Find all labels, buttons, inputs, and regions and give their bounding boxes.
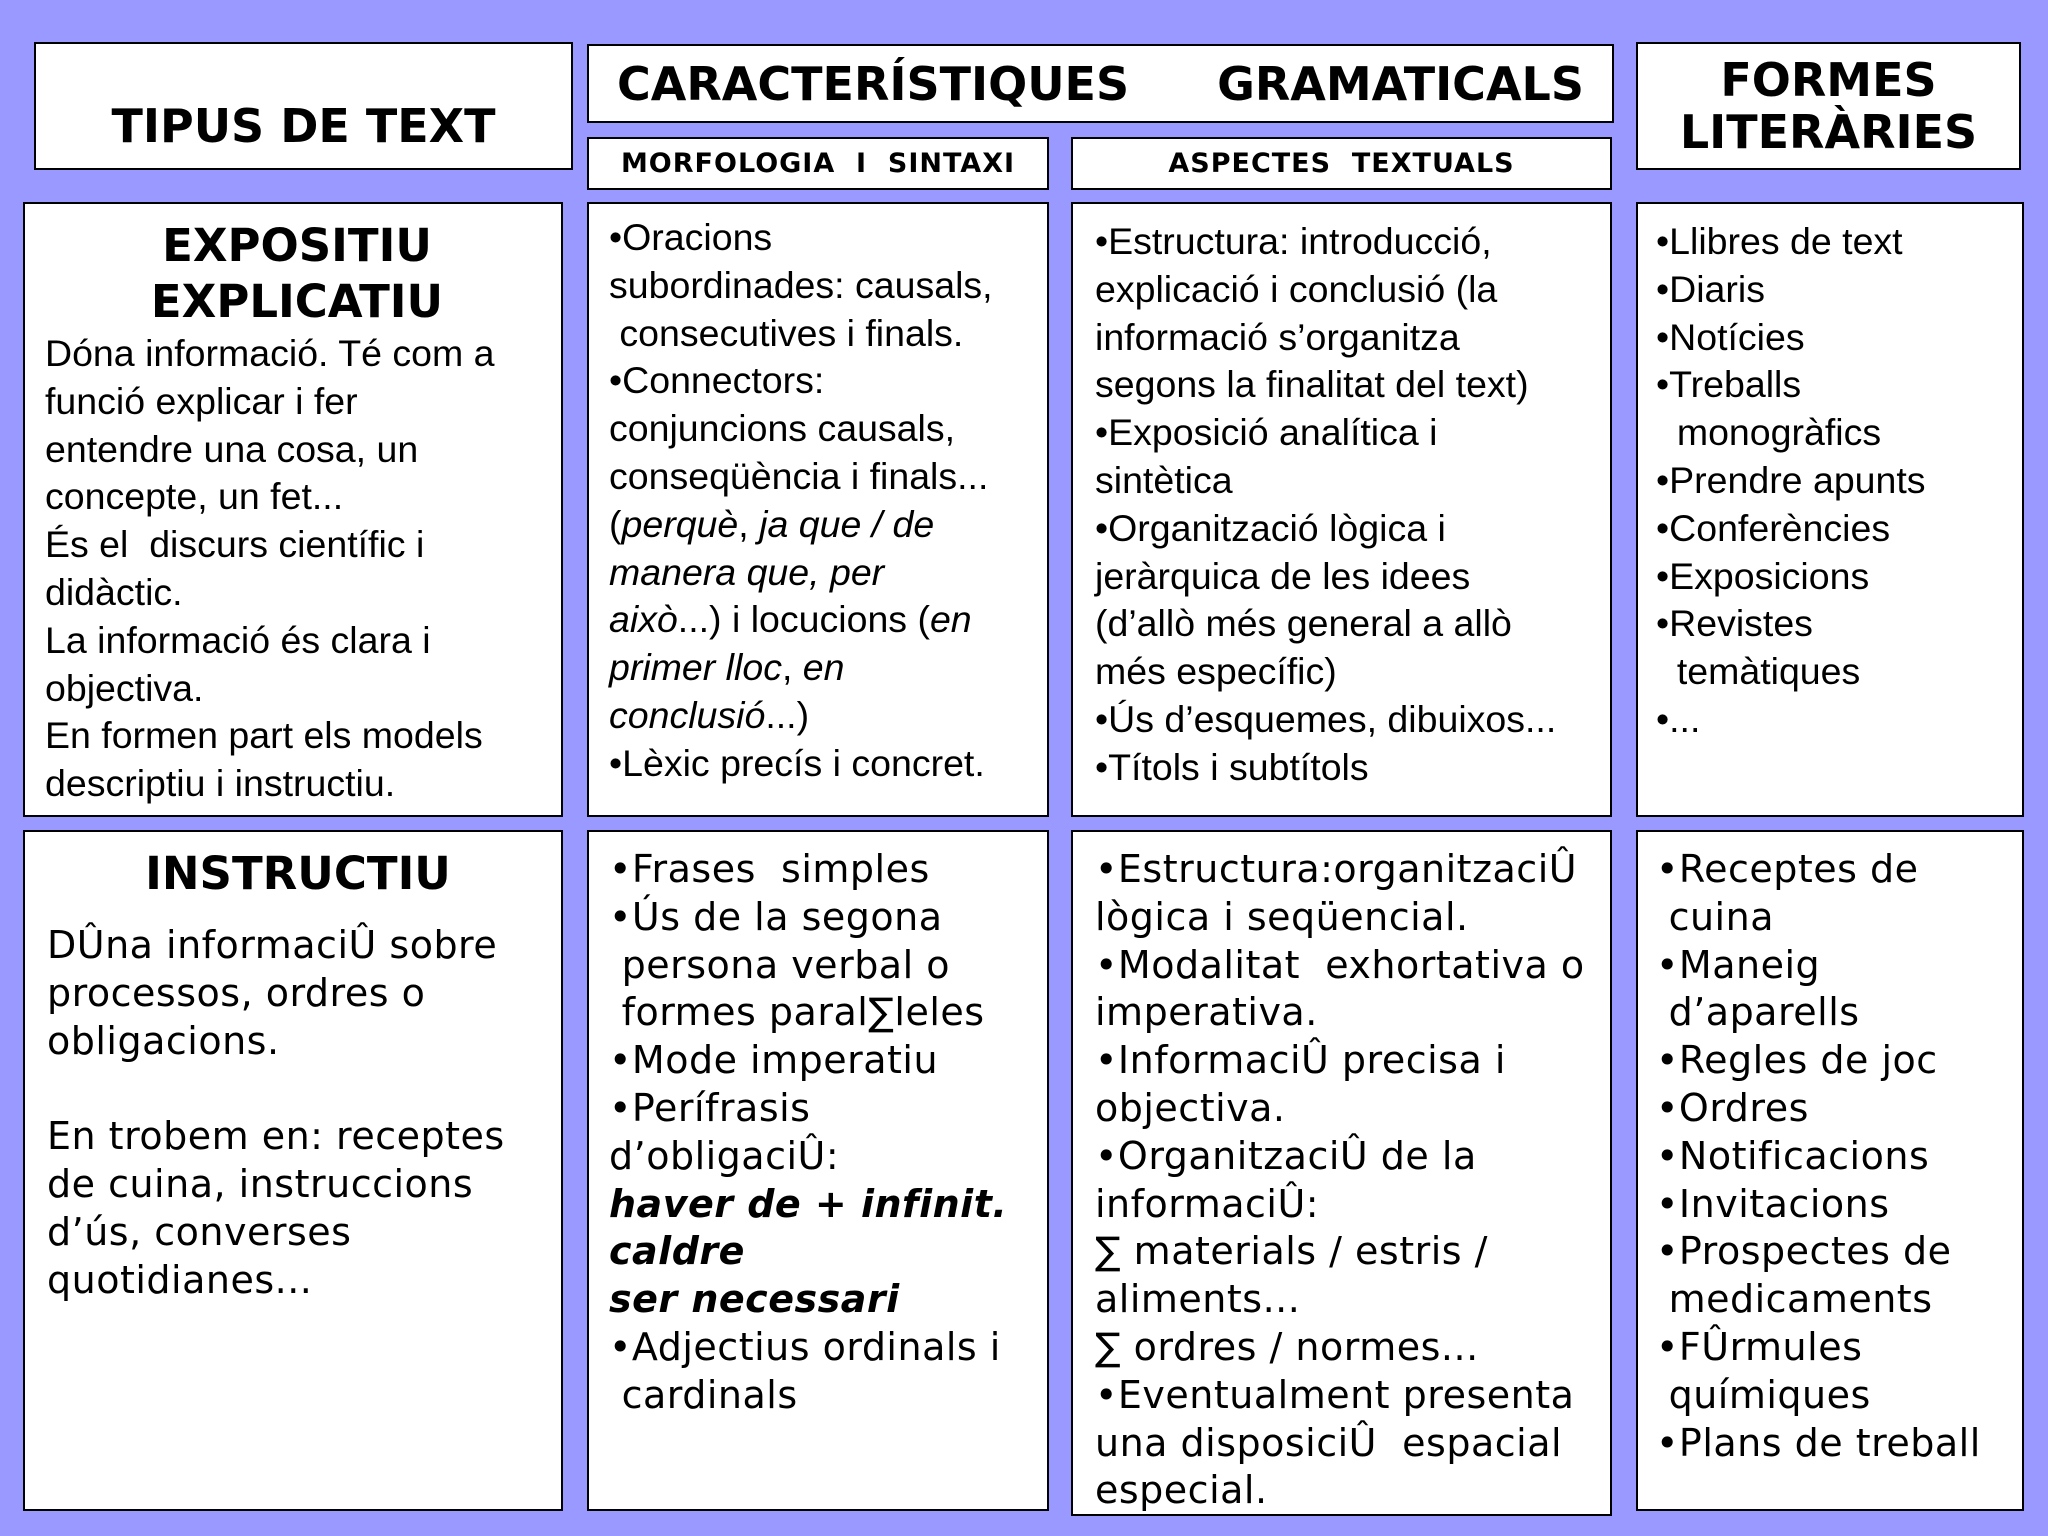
forma-line: •Prendre apunts: [1656, 458, 1926, 501]
aspect-line: ∑ materials / estris /: [1095, 1229, 1488, 1274]
morf-example: ser necessari: [609, 1277, 900, 1322]
morf-line: subordinades: causals,: [609, 263, 993, 306]
morf-example: caldre: [609, 1229, 745, 1274]
forma-line: químiques: [1656, 1372, 1871, 1417]
cell-instructiu-formes: [1636, 830, 2024, 1511]
morf-text: ,: [738, 502, 760, 545]
forma-line: monogràfics: [1656, 411, 1882, 454]
subheader-aspectes-textuals: [1071, 137, 1612, 190]
header-gramaticals-label: GRAMATICALS: [1217, 56, 1584, 111]
header-tipus-label: TIPUS DE TEXT: [111, 99, 496, 153]
aspect-line: •Ús d’esquemes, dibuixos...: [1095, 697, 1557, 740]
morf-line: •Adjectius ordinals i: [609, 1324, 1001, 1369]
desc-line: És el discurs científic i: [45, 523, 425, 566]
aspect-line: •InformaciÛ precisa i: [1095, 1038, 1506, 1083]
subheader-morfologia-label: MORFOLOGIA I SINTAXI: [620, 148, 1016, 179]
header-tipus-de-text: [34, 42, 573, 170]
forma-line: •FÛrmules: [1656, 1324, 1863, 1369]
aspect-line: (d’allò més general a allò: [1095, 602, 1512, 645]
cell-instructiu-aspectes: [1071, 830, 1612, 1516]
desc-line: concepte, un fet...: [45, 475, 344, 518]
forma-line: medicaments: [1656, 1277, 1933, 1322]
desc-line: processos, ordres o: [47, 970, 426, 1015]
forma-line: cuina: [1656, 894, 1774, 939]
aspect-line: una disposiciÛ espacial: [1095, 1420, 1563, 1465]
explicatiu-title-line: EXPLICATIU: [150, 275, 444, 328]
morf-line: formes paral∑leles: [609, 990, 985, 1035]
instructiu-title: INSTRUCTIU: [145, 847, 451, 900]
header-caracteristiques-gramaticals: [587, 44, 1614, 123]
header-caracteristiques-label: CARACTERÍSTIQUES: [617, 56, 1130, 111]
desc-line: objectiva.: [45, 666, 204, 709]
desc-line: obligacions.: [47, 1018, 280, 1063]
aspect-line: •Estructura:organitzaciÛ: [1095, 847, 1578, 891]
forma-line: •Conferències: [1656, 506, 1891, 549]
morf-line: •Ús de la segona: [609, 894, 943, 939]
aspect-line: •Estructura: introducció,: [1095, 220, 1492, 262]
morf-text: (: [609, 502, 622, 545]
morf-line: •Mode imperatiu: [609, 1038, 939, 1083]
morf-line: [609, 692, 1035, 740]
morf-example: això: [609, 598, 678, 641]
cell-instructiu-morfologia: [587, 830, 1049, 1511]
morf-text: ...) i locucions (: [677, 598, 930, 641]
forma-line: •Receptes de: [1656, 847, 1919, 891]
aspect-line: •OrganitzaciÛ de la: [1095, 1133, 1477, 1178]
expositiu-description: [45, 330, 549, 808]
forma-line: •...: [1656, 697, 1701, 740]
desc-line: La informació és clara i: [45, 618, 431, 661]
morf-example: en: [802, 646, 845, 689]
aspect-line: sintètica: [1095, 458, 1233, 501]
aspect-line: objectiva.: [1095, 1085, 1286, 1130]
forma-line: •Prospectes de: [1656, 1229, 1952, 1274]
aspect-line: més específic): [1095, 650, 1337, 693]
aspect-line: •Exposició analítica i: [1095, 411, 1438, 454]
subheader-aspectes-label: ASPECTES TEXTUALS: [1168, 148, 1515, 179]
spacer: [47, 1065, 549, 1113]
morf-line: •Connectors:: [609, 359, 825, 402]
aspect-line: especial.: [1095, 1468, 1268, 1513]
aspect-line: •Títols i subtítols: [1095, 745, 1369, 788]
forma-line: •Revistes: [1656, 602, 1813, 645]
morf-line: •Frases simples: [609, 847, 930, 891]
morf-example: haver de + infinit.: [609, 1181, 1008, 1226]
instructiu-description: [47, 922, 549, 1305]
header-literaries-label: LITERÀRIES: [1679, 105, 1978, 159]
morf-line: cardinals: [609, 1372, 798, 1417]
aspect-line: imperativa.: [1095, 990, 1318, 1035]
morf-line: •Lèxic precís i concret.: [609, 741, 985, 784]
desc-line: de cuina, instruccions: [47, 1162, 474, 1207]
aspect-line: ∑ ordres / normes...: [1095, 1324, 1479, 1369]
forma-line: •Notificacions: [1656, 1133, 1930, 1178]
cell-instructiu-type: [23, 830, 563, 1511]
desc-line: descriptiu i instructiu.: [45, 762, 396, 805]
morf-example: manera que, per: [609, 550, 885, 593]
aspect-line: •Modalitat exhortativa o: [1095, 942, 1585, 987]
morf-example: ja que / de: [759, 502, 935, 545]
desc-line: entendre una cosa, un: [45, 427, 419, 470]
desc-line: Dóna informació. Té com a: [45, 332, 495, 374]
morf-line: [609, 501, 1035, 549]
morf-text: ...): [765, 693, 810, 736]
aspect-line: jeràrquica de les idees: [1095, 554, 1471, 597]
desc-line: funció explicar i fer: [45, 379, 358, 422]
forma-line: •Llibres de text: [1656, 220, 1903, 262]
aspect-line: lògica i seqüencial.: [1095, 894, 1469, 939]
morf-line: consecutives i finals.: [609, 311, 964, 354]
expositiu-title: [45, 218, 549, 330]
header-formes-literaries: [1636, 42, 2021, 170]
aspect-line: aliments...: [1095, 1277, 1301, 1322]
morf-line: persona verbal o: [609, 942, 950, 987]
aspect-line: segons la finalitat del text): [1095, 363, 1529, 406]
morf-line: conjuncions causals,: [609, 407, 956, 450]
morf-line: [609, 644, 1035, 692]
forma-line: •Plans de treball: [1656, 1420, 1981, 1465]
aspect-line: •Organització lògica i: [1095, 506, 1446, 549]
header-formes-label: FORMES: [1720, 53, 1937, 107]
morf-line: •Perífrasis: [609, 1085, 811, 1130]
forma-line: •Exposicions: [1656, 554, 1870, 597]
morf-line: conseqüència i finals...: [609, 454, 989, 497]
cell-expositiu-type: [23, 202, 563, 817]
aspect-line: explicació i conclusió (la: [1095, 267, 1498, 310]
aspect-line: informació s’organitza: [1095, 315, 1460, 358]
forma-line: •Notícies: [1656, 315, 1805, 358]
cell-expositiu-morfologia: [587, 202, 1049, 817]
desc-line: quotidianes...: [47, 1257, 313, 1302]
forma-line: d’aparells: [1656, 990, 1860, 1035]
morf-line: d’obligaciÛ:: [609, 1133, 840, 1178]
subheader-morfologia-sintaxi: [587, 137, 1049, 190]
desc-line: DÛna informaciÛ sobre: [47, 923, 498, 967]
aspect-line: •Eventualment presenta: [1095, 1372, 1575, 1417]
morf-line: •Oracions: [609, 216, 773, 258]
aspect-line: informaciÛ:: [1095, 1181, 1320, 1226]
cell-expositiu-aspectes: [1071, 202, 1612, 817]
morf-example: perquè: [621, 502, 739, 545]
cell-expositiu-formes: [1636, 202, 2024, 817]
morf-line: [609, 596, 1035, 644]
forma-line: •Regles de joc: [1656, 1038, 1938, 1083]
forma-line: temàtiques: [1656, 650, 1861, 693]
forma-line: •Maneig: [1656, 942, 1821, 987]
morf-example: en: [929, 598, 972, 641]
desc-line: En formen part els models: [45, 714, 483, 757]
desc-line: d’ús, converses: [47, 1209, 352, 1254]
forma-line: •Ordres: [1656, 1085, 1809, 1130]
morf-example: conclusió: [609, 693, 766, 736]
desc-line: En trobem en: receptes: [47, 1114, 505, 1159]
forma-line: •Treballs: [1656, 363, 1802, 406]
forma-line: •Diaris: [1656, 267, 1765, 310]
morf-example: primer lloc: [609, 646, 782, 689]
expositiu-title-line: EXPOSITIU: [162, 219, 432, 272]
forma-line: •Invitacions: [1656, 1181, 1890, 1226]
desc-line: didàctic.: [45, 570, 183, 613]
morf-text: ,: [781, 646, 803, 689]
